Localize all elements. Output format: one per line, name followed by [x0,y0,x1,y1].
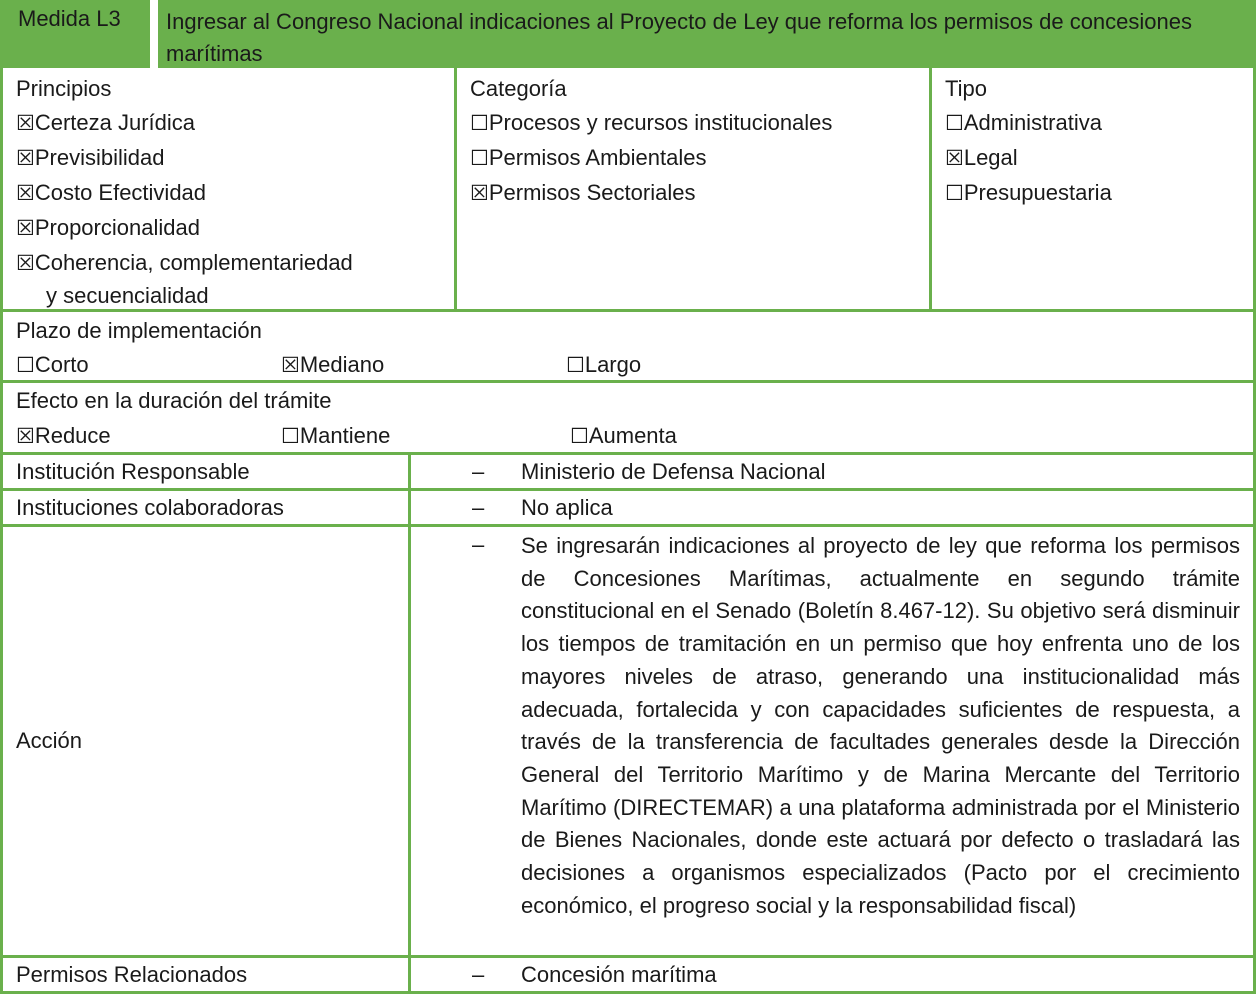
principio-label: Previsibilidad [34,145,165,170]
tipo-option [945,143,1018,173]
divider-accion [0,524,1256,527]
checked-box-icon: ☒ [16,181,35,205]
plazo-label: Largo [584,352,642,377]
unchecked-box-icon: ☐ [945,111,964,135]
border-left [0,0,3,994]
categoria-label: Permisos Ambientales [488,145,707,170]
principios-heading: Principios [16,76,112,101]
categoria-option [470,178,695,208]
divider-value-column [408,452,411,992]
divider-permisos [0,955,1256,958]
permisos-value: Concesión marítima [521,962,717,987]
checked-box-icon: ☒ [16,216,35,240]
principio-option [16,143,164,173]
plazo-option [16,350,89,380]
divider-categoria [454,68,457,310]
principio-option [16,108,195,138]
measure-code: Medida L3 [18,6,121,31]
plazo-label: Corto [34,352,89,377]
checked-box-icon: ☒ [16,424,35,448]
checked-box-icon: ☒ [281,353,300,377]
principio-option [16,213,200,243]
efecto-option [281,421,390,451]
permisos-dash: – [472,962,485,987]
accion-label: Acción [16,728,83,753]
divider-colaboradoras [0,488,1256,491]
categoria-option [470,108,832,138]
colaboradoras-label: Instituciones colaboradoras [16,495,284,520]
plazo-option [566,350,641,380]
divider-efecto [0,380,1256,383]
principio-label: Proporcionalidad [34,215,200,240]
tipo-label: Legal [963,145,1018,170]
efecto-option [16,421,111,451]
measure-header [0,0,1256,68]
plazo-label: Mediano [299,352,385,377]
unchecked-box-icon: ☐ [566,353,585,377]
tipo-option [945,108,1102,138]
categoria-label: Permisos Sectoriales [488,180,696,205]
plazo-option [281,350,384,380]
principio-option [16,178,206,208]
institucion-value: Ministerio de Defensa Nacional [521,459,826,484]
categoria-heading: Categoría [470,76,567,101]
efecto-heading: Efecto en la duración del trámite [16,388,332,413]
efecto-label: Reduce [34,423,111,448]
institucion-dash: – [472,459,485,484]
principio-label: Certeza Jurídica [34,110,196,135]
unchecked-box-icon: ☐ [570,424,589,448]
institucion-label: Institución Responsable [16,459,250,484]
unchecked-box-icon: ☐ [470,146,489,170]
divider-institucion [0,452,1256,455]
plazo-heading: Plazo de implementación [16,318,262,343]
unchecked-box-icon: ☐ [945,181,964,205]
unchecked-box-icon: ☐ [281,424,300,448]
categoria-option [470,143,706,173]
tipo-label: Presupuestaria [963,180,1112,205]
divider-tipo [929,68,932,310]
efecto-option [570,421,677,451]
checked-box-icon: ☒ [470,181,489,205]
tipo-heading: Tipo [945,76,987,101]
accion-dash: – [472,532,485,557]
principio-label: Costo Efectividad [34,180,207,205]
principio-continuation: y secuencialidad [46,283,209,308]
tipo-option [945,178,1112,208]
header-divider [150,0,158,68]
checked-box-icon: ☒ [16,146,35,170]
colaboradoras-value: No aplica [521,495,613,520]
principio-label: Coherencia, complementariedad [34,250,353,275]
checked-box-icon: ☒ [945,146,964,170]
efecto-label: Mantiene [299,423,391,448]
unchecked-box-icon: ☐ [16,353,35,377]
efecto-label: Aumenta [588,423,677,448]
checked-box-icon: ☒ [16,251,35,275]
categoria-label: Procesos y recursos institucionales [488,110,833,135]
checked-box-icon: ☒ [16,111,35,135]
tipo-label: Administrativa [963,110,1102,135]
colaboradoras-dash: – [472,495,485,520]
principio-option [16,248,353,278]
permisos-label: Permisos Relacionados [16,962,248,987]
measure-title: Ingresar al Congreso Nacional indicaciones al Proyecto de Ley que reforma los permisos de concesiones marítimas [166,9,1192,66]
unchecked-box-icon: ☐ [470,111,489,135]
accion-text: Se ingresarán indicaciones al proyecto de ley que reforma los permisos de Concesiones Marítimas, actualmente en segundo trámite constitucional en el Senado (Boletín 8.467-12). Su objetivo será disminuir los tiempos de tramitación en un permiso que hoy enfrenta uno de los mayores niveles de atraso, generando una institucionalidad más adecuada, fortalecida y con capacidades suficientes de respuesta, a través de la transferencia de facultades generales desde la Dirección General del Territorio Marítimo y de Marina Mercante del Territorio Marítimo (DIRECTEMAR) a una plataforma administrada por el Ministerio de Bienes Nacionales, donde este actuará por defecto o trasladará las decisiones a organismos especializados (Pacto por el crecimiento económico, el progreso social y la responsabilidad fiscal) [521,533,1240,918]
